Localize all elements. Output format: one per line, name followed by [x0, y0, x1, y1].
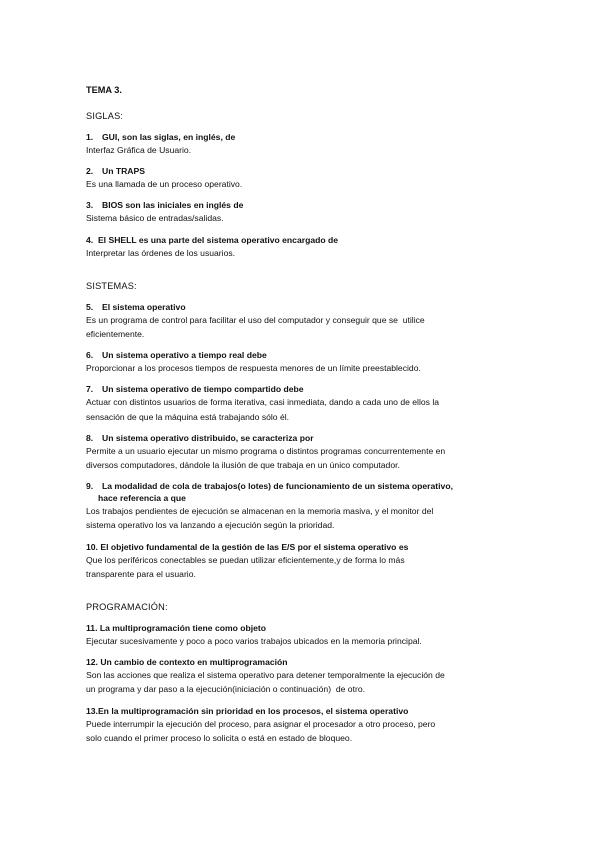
answer-text: Proporcionar a los procesos tiempos de respuesta menores de un límite preestablecido.	[86, 363, 421, 374]
answer-text: Actuar con distintos usuarios de forma iterativa, casi inmediata, dando a cada uno de ellos la	[86, 397, 440, 408]
question-label: En la multiprogramación sin prioridad en los procesos, el sistema operativo	[97, 705, 409, 716]
answer-text: Permite a un usuario ejecutar un mismo programa o distintos programas concurrentemente en	[86, 445, 446, 456]
answer-text: Puede interrumpir la ejecución del proceso, para asignar el procesador a otro proceso, pero	[86, 718, 436, 729]
question-number: 7.	[86, 384, 94, 395]
question-label: Un sistema operativo distribuido, se caracteriza por	[102, 432, 314, 443]
question-text	[86, 656, 516, 668]
question-number: 3.	[86, 200, 94, 211]
question-item	[86, 301, 516, 341]
question-label: La modalidad de cola de trabajos(o lotes) de funcionamiento de un sistema operativo,	[102, 481, 453, 492]
answer-text: eficientemente.	[86, 329, 145, 340]
question-item	[86, 432, 516, 472]
question-label: Un TRAPS	[102, 166, 145, 177]
section-heading-siglas: SIGLAS:	[86, 111, 124, 121]
question-item	[86, 480, 516, 532]
section-heading-sistemas: SISTEMAS:	[86, 280, 137, 291]
question-item	[86, 656, 516, 696]
answer-text: Interpretar las órdenes de los usuarios.	[86, 247, 236, 258]
question-text	[86, 705, 516, 717]
question-item	[86, 199, 516, 225]
question-number: 10.	[86, 541, 98, 552]
question-label: GUI, son las siglas, en inglés, de	[102, 132, 236, 142]
question-label: El objetivo fundamental de la gestión de las E/S por el sistema operativo es	[100, 541, 409, 552]
question-number: 1.	[86, 132, 94, 142]
question-item	[86, 131, 516, 157]
question-item	[86, 541, 516, 581]
document-title: TEMA 3.	[86, 85, 122, 95]
answer-text: Sistema básico de entradas/salidas.	[86, 213, 224, 224]
question-number: 4.	[86, 234, 94, 245]
question-text	[86, 383, 516, 395]
question-item	[86, 383, 516, 423]
question-number: 6.	[86, 350, 94, 361]
question-text	[86, 301, 516, 313]
answer-text: un programa y dar paso a la ejecución(iniciación o continuación) de otro.	[86, 684, 365, 695]
question-text	[86, 234, 516, 246]
section-heading-programacion: PROGRAMACIÓN:	[86, 602, 168, 613]
answer-text: sistema operativo los va lanzando a ejecución según la prioridad.	[86, 520, 335, 531]
question-label: El SHELL es una parte del sistema operativo encargado de	[97, 234, 339, 245]
answer-text: Son las acciones que realiza el sistema operativo para detener temporalmente la ejecución de	[86, 670, 445, 681]
question-item	[86, 234, 516, 260]
answer-text: Que los periféricos conectables se puedan utilizar eficientemente,y de forma lo más	[86, 554, 405, 565]
question-text	[86, 480, 516, 492]
question-label: El sistema operativo	[102, 301, 186, 312]
question-text	[86, 165, 516, 177]
question-number: 11.	[86, 623, 98, 634]
question-item	[86, 349, 516, 375]
question-text	[86, 432, 516, 444]
answer-text: diversos computadores, dándole la ilusión de que trabaja en un único computador.	[86, 460, 400, 471]
question-number: 8.	[86, 432, 94, 443]
question-number: 13.	[86, 705, 98, 716]
answer-text: Interfaz Gráfica de Usuario.	[86, 145, 192, 155]
question-label: BIOS son las iniciales en inglés de	[102, 200, 244, 211]
question-item	[86, 705, 516, 745]
question-text	[86, 622, 516, 634]
question-label: Un cambio de contexto en multiprogramación	[100, 657, 288, 668]
question-text	[86, 541, 516, 553]
question-text-continued: hace referencia a que	[98, 493, 186, 504]
question-label: Un sistema operativo a tiempo real debe	[102, 350, 267, 361]
answer-text: sensación de que la máquina está trabajando sólo él.	[86, 411, 290, 422]
answer-text: transparente para el usuario.	[86, 568, 196, 579]
document-page	[86, 84, 516, 753]
question-number: 2.	[86, 166, 94, 177]
question-text	[86, 199, 516, 211]
question-number: 9.	[86, 481, 94, 492]
question-text	[86, 349, 516, 361]
question-item	[86, 165, 516, 191]
question-label: Un sistema operativo de tiempo compartido debe	[102, 384, 304, 395]
answer-text: Ejecutar sucesivamente y poco a poco varios trabajos ubicados en la memoria principal.	[86, 636, 422, 647]
question-number: 5.	[86, 301, 94, 312]
question-item	[86, 622, 516, 648]
question-number: 12.	[86, 657, 98, 668]
answer-text: Los trabajos pendientes de ejecución se almacenan en la memoria masiva, y el monitor del	[86, 506, 434, 517]
answer-text: solo cuando el primer proceso lo solicita o está en estado de bloqueo.	[86, 732, 353, 743]
question-label: La multiprogramación tiene como objeto	[99, 623, 267, 634]
answer-text: Es un programa de control para facilitar el uso del computador y conseguir que se utilice	[86, 314, 425, 325]
question-text	[86, 131, 516, 143]
answer-text: Es una llamada de un proceso operativo.	[86, 179, 243, 190]
